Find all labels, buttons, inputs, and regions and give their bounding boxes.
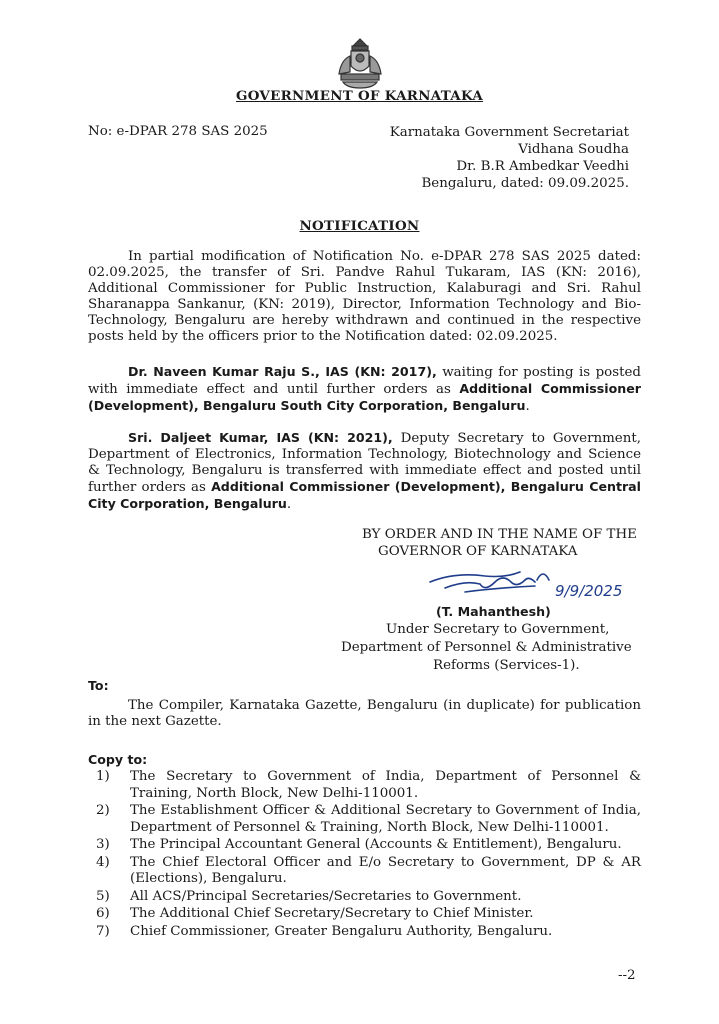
posting-title: Additional Commissioner (Development), Bengaluru Central City Corporation, Bengaluru (88, 479, 641, 511)
item-text: The Secretary to Government of India, Department of Personnel & Training, North Block, New Delhi-110001. (130, 769, 641, 801)
list-item (88, 906, 641, 923)
next-page-indicator: --2 (618, 968, 636, 983)
to-label: To: (88, 678, 109, 693)
paragraph-text: Deputy Secretary to Government, Department of Electronics, Information Technology, Biotechnology and Science & Technology, Bengaluru is transferred with immediate effect and posted until further orders as (88, 431, 641, 495)
item-number: 3) (96, 837, 110, 852)
signer-designation-2: Department of Personnel & Administrative (341, 640, 632, 655)
item-text: All ACS/Principal Secretaries/Secretaries to Government. (130, 888, 522, 904)
address-line: Dr. B.R Ambedkar Veedhi (456, 159, 629, 174)
karnataka-emblem-icon (333, 36, 387, 92)
paragraph-text: waiting for posting is posted with immediate effect and until further orders as (88, 365, 641, 397)
signer-designation-1: Under Secretary to Government, (386, 622, 610, 637)
address-line: Vidhana Soudha (518, 142, 629, 157)
copy-to-list (88, 769, 641, 941)
notification-title: NOTIFICATION (299, 218, 420, 234)
list-item (88, 855, 641, 888)
reference-number: No: e-DPAR 278 SAS 2025 (88, 124, 268, 139)
item-text: The Chief Electoral Officer and E/o Secretary to Government, DP & AR (Elections), Bengaluru. (130, 854, 641, 886)
notification-paragraph-3 (88, 430, 641, 513)
officer-name: Sri. Daljeet Kumar, IAS (KN: 2021), (128, 430, 393, 445)
signer-name: (T. Mahanthesh) (436, 604, 551, 619)
item-text: The Additional Chief Secretary/Secretary to Chief Minister. (130, 906, 534, 921)
paragraph-end: . (525, 399, 530, 414)
to-recipient: The Compiler, Karnataka Gazette, Bengaluru (in duplicate) for publication in the next Gazette. (88, 698, 641, 729)
list-item (88, 837, 641, 854)
copy-to-label: Copy to: (88, 752, 148, 767)
item-number: 2) (96, 803, 110, 818)
address-line: Karnataka Government Secretariat (389, 125, 629, 140)
list-item (88, 924, 641, 941)
address-block (390, 124, 629, 192)
paragraph-end: . (286, 497, 292, 512)
list-item (88, 769, 641, 802)
item-text: Chief Commissioner, Greater Bengaluru Authority, Bengaluru. (130, 923, 553, 939)
government-title: GOVERNMENT OF KARNATAKA (235, 88, 484, 104)
signature-date: 9/9/2025 (555, 582, 623, 600)
item-number: 1) (96, 769, 110, 784)
item-text: The Establishment Officer & Additional Secretary to Government of India, Department of Personnel & Training, North Block, New Delhi-110001. (130, 803, 641, 835)
item-number: 5) (96, 888, 110, 904)
order-line-2: GOVERNOR OF KARNATAKA (378, 544, 578, 559)
order-line-1: BY ORDER AND IN THE NAME OF THE (362, 527, 637, 542)
item-number: 6) (96, 906, 110, 921)
posting-title: Additional Commissioner (Development), Bengaluru South City Corporation, Bengaluru (88, 381, 641, 413)
address-date-line: Bengaluru, dated: 09.09.2025. (421, 176, 629, 191)
notification-paragraph-2 (88, 364, 641, 415)
item-number: 4) (96, 854, 110, 870)
officer-name: Dr. Naveen Kumar Raju S., IAS (KN: 2017), (128, 364, 437, 379)
item-number: 7) (96, 923, 110, 939)
list-item (88, 803, 641, 836)
list-item (88, 889, 641, 906)
item-text: The Principal Accountant General (Accounts & Entitlement), Bengaluru. (130, 837, 622, 852)
signer-designation-3: Reforms (Services-1). (433, 658, 580, 673)
notification-paragraph-1: In partial modification of Notification No. e-DPAR 278 SAS 2025 dated: 02.09.2025, the transfer of Sri. Pandve Rahul Tukaram, IAS (KN: 2016), Additional Commissioner for Public Instruction, Kalaburagi and Sri. Rahul Sharanappa Sankanur, (KN: 2019), Director, Information Technology and Bio-Technology, Bengaluru are hereby withdrawn and continued in the respective posts held by the officers prior to the Notification dated: 02.09.2025. (88, 249, 641, 344)
